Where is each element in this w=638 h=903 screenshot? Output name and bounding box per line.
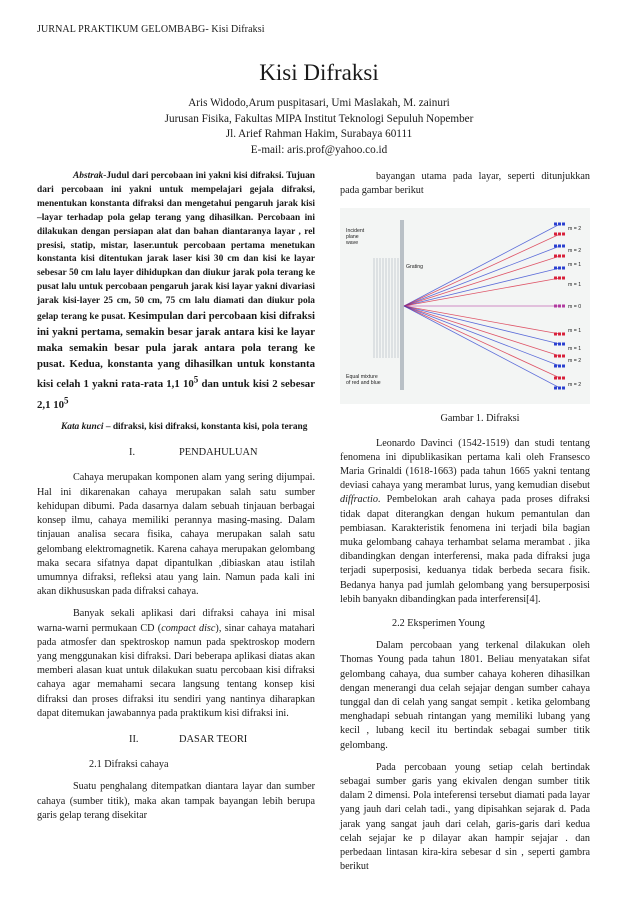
- section-number-1: I.: [129, 447, 136, 459]
- screen-spot: [562, 333, 565, 336]
- screen-spot: [558, 277, 561, 280]
- abstract-body: Judul dari percobaan ini yakni kisi difraksi. Tujuan dari percobaan ini yakni untuk mempelajari gejala difraksi, menentukan konstanta difraksi dan mengetahui pengaruh jarak kisi –layar terhadap pola gelap terang yang dihasilkan. Percobaan ini dilakukan dengan persiapan alat dan bahan diantaranya layar , rel presisi, statip, mistar, laser.untuk percobaan pertama menetukan konstanta kisi ditentukan jarak laser kisi 30 cm dan kisi ke layar sebesar 50 cm lalu layer dihidupkan dan diukur jarak pola terang ke pusat lalu untuk percobaan pengaruh jarak kisi layar yakni divariasi jarak kisi-layer 25 cm, 50 cm, 75 cm lalu diamati dan diukur pola gelap terang ke pusat.: [37, 171, 315, 323]
- screen-spot: [554, 365, 557, 368]
- screen-spot: [562, 305, 565, 308]
- order-label: m = 1: [568, 328, 582, 335]
- screen-spot: [554, 245, 557, 248]
- screen-spot: [562, 365, 565, 368]
- screen-spot: [554, 267, 557, 270]
- screen-spot: [554, 377, 557, 380]
- davinci-a: Leonardo Davinci (1542-1519) dan studi tentang fenomena ini dipublikasikan pertama kali oleh Fransesco Maria Grinaldi (1618-1663) pada tahun 1665 yakni tentang deviasi cahaya yang merambat lurus, yang kemudian disebut: [340, 437, 590, 492]
- author-block: [0, 96, 638, 158]
- equal-label-line-2: of red and blue: [346, 380, 381, 387]
- intro-p2-b: ), sinar cahaya matahari pada atmosfer dan spektroskop namun pada spektroskop modern yang menggunakan kisi difraksi. Dari beberapa aplikasi diatas akan memberi alasan kuat untuk dilakukan suatu percobaan kisi difraksi cahaya agar memahami secara langsung tentang konsep kisi difraksi dan proses difraksi itu sendiri yang nantinya diharapkan dapat ditemukan jawabannya pada praktikum kisi difraksi ini.: [37, 622, 315, 719]
- incident-label-line-2: plane: [346, 234, 359, 241]
- screen-spot: [554, 343, 557, 346]
- running-head: JURNAL PRAKTIKUM GELOMBABG- Kisi Difraksi: [37, 24, 265, 35]
- screen-spot: [558, 365, 561, 368]
- exponent-2: 5: [64, 395, 69, 406]
- screen-spot: [558, 305, 561, 308]
- screen-spot: [558, 245, 561, 248]
- author-names: Aris Widodo,Arum puspitasari, Umi Maslakah, M. zainuri: [188, 97, 450, 109]
- order-label: m = 2: [568, 248, 582, 255]
- section-heading-1: [37, 446, 315, 460]
- screen-spot: [554, 223, 557, 226]
- screen-spot: [554, 333, 557, 336]
- screen-spot: [562, 377, 565, 380]
- screen-spot: [554, 387, 557, 390]
- exponent-1: 5: [193, 374, 199, 385]
- screen-spot: [558, 343, 561, 346]
- screen-spot: [562, 233, 565, 236]
- diffraction-diagram: [340, 208, 590, 404]
- screen-spot: [554, 355, 557, 358]
- incident-label-line-1: Incident: [346, 228, 365, 235]
- screen-spot: [562, 255, 565, 258]
- grating-label: Grating: [406, 264, 424, 271]
- keywords-lead: Kata kunci: [61, 421, 104, 432]
- screen-spot: [558, 387, 561, 390]
- section-number-2: II.: [129, 733, 139, 745]
- grating-bar: [400, 220, 404, 390]
- equal-label-line-1: Equal mixture: [346, 374, 378, 381]
- paragraph-2-1: Suatu penghalang ditempatkan diantara layar dan sumber cahaya (sumber titik), maka akan tampak bayangan lebih berupa garis gelap terang disekitar: [37, 781, 315, 821]
- section-title-1: PENDAHULUAN: [179, 447, 258, 459]
- order-label: m = 1: [568, 262, 582, 269]
- intro-paragraph-2: [37, 607, 315, 721]
- subsection-2-2: 2.2 Eksperimen Young: [392, 618, 485, 630]
- subsection-2-1: 2.1 Difraksi cahaya: [89, 759, 169, 771]
- section-title-2: DASAR TEORI: [179, 733, 248, 745]
- left-column: [37, 170, 315, 823]
- conclusion-tail: dan untuk kisi 2 sebesar 2,1 10: [37, 378, 315, 411]
- keywords: [37, 421, 315, 435]
- figure-caption: Gambar 1. Difraksi: [440, 413, 520, 425]
- section-heading-2: [37, 733, 315, 747]
- incident-label-line-3: wave: [346, 240, 359, 247]
- screen-spot: [558, 377, 561, 380]
- intro-p2-italic: compact disc: [161, 622, 216, 634]
- intro-paragraph-1: Cahaya merupakan komponen alam yang sering dijumpai. Hal ini dikarenakan cahaya merupakan salah satu sumber kehidupan dibumi. Pada dasarnya dalam sebuah tinjauan berbagai konsep ilmu, cahaya memiliki perannya masing-masing. Dalam tinjauan analisa secara fisika, cahaya merupakan salah satu gelombang elektromagnetik. Karena cahaya merupakan gelombang maka secara sifatnya dapat dipantulkan ,dibiaskan atau istilah umumnya difraksi, refleksi atau yang lain. Namun pada kali ini akan dikhususkan pada difraksi cahaya.: [37, 472, 315, 598]
- davinci-b: . Pembelokan arah cahaya pada proses difraksi tidak dapat diterangkan dengan hukum pemantulan dan pembiasan. Karakteristik fenomena ini terjadi bila bagian muka gelombang cahaya terhambat selama merambat . jika dibandingkan dengan interferensi, maka pada difraksi juga terjadi superposisi, keduanya tidak berbeda secara fisik. Bedanya hanya pad jumlah gelombang yang bersuperposisi lebih banyakn dibandingkan pada interferensi[4].: [340, 494, 590, 605]
- diffraction-figure: [340, 208, 590, 404]
- screen-spot: [558, 267, 561, 270]
- paragraph-young-2: Pada percobaan young setiap celah bertindak sebagai sumber garis yang ekivalen dengan sumber titik dalam 2 dimensi. Pola inteferensi tersebut diamati pada layar yang jauh dari celah tadi., yang dipisahkan sejarak d. Pada jarak yang sangat jauh dari celah, garis-garis dari kedua celah sejajar ke p dilayar akan hampir sejajar . dan perbedaan lintasan kira-kira sebesar d sin , seperti gambra berikut: [340, 761, 590, 873]
- screen-spot: [562, 223, 565, 226]
- screen-spot: [562, 245, 565, 248]
- screen-spot: [562, 267, 565, 270]
- screen-spot: [558, 233, 561, 236]
- order-label: m = 2: [568, 358, 582, 365]
- screen-spot: [562, 343, 565, 346]
- order-label: m = 1: [568, 346, 582, 353]
- intro-p2-a: Banyak sekali aplikasi dari difraksi cahaya ini misal warna-warni permukaan CD (: [37, 608, 315, 634]
- conclusion-text: Kesimpulan dari percobaan kisi difraksi ini yakni pertama, semakin besar jarak antara kisi ke layar maka semakin besar pula jarak antara pola terang ke pusat. Kedua, konstanta yang dihasilkan untuk konstanta kisi celah 1 yakni rata-rata 1,1 10: [37, 310, 316, 391]
- address: Jl. Arief Rahman Hakim, Surabaya 60111: [225, 128, 413, 141]
- screen-spot: [558, 255, 561, 258]
- paragraph-young-1: Dalam percobaan yang terkenal dilakukan oleh Thomas Young pada tahun 1801. Beliau menyatakan sifat gelombang cahaya, dua sumber cahaya koheren dihasilkan dengan menerangi dua celah sejajar dengan sumber cahaya tunggal dan di celah yang sangat sempit . ketika gelombang menghadapi sebuah rintangan yang memiliki lubang yang kecil , lubang kecil itu bertindak sebagai sumber titik gelombang.: [340, 640, 590, 751]
- abstract: [37, 170, 315, 414]
- abstract-conclusion: [37, 310, 315, 411]
- paragraph-2-1-continued: bayangan utama pada layar, seperti ditunjukkan pada gambar berikut: [340, 171, 590, 197]
- screen-spot: [558, 223, 561, 226]
- davinci-italic: diffractio: [340, 494, 378, 506]
- right-column: [340, 170, 590, 875]
- affiliation: Jurusan Fisika, Fakultas MIPA Institut Teknologi Sepuluh Nopember: [164, 112, 474, 125]
- keywords-body: – difraksi, kisi difraksi, konstanta kisi, pola terang: [103, 421, 308, 432]
- screen-spot: [554, 277, 557, 280]
- email: E-mail: aris.prof@yahoo.co.id: [250, 143, 388, 156]
- order-label: m = 2: [568, 226, 582, 233]
- paragraph-davinci: [340, 437, 590, 607]
- order-label: m = 2: [568, 382, 582, 389]
- screen-spot: [562, 355, 565, 358]
- screen-spot: [554, 255, 557, 258]
- screen-spot: [558, 355, 561, 358]
- equal-mixture-label: [346, 374, 381, 386]
- screen-spot: [554, 233, 557, 236]
- abstract-lead: Abstrak-: [73, 171, 107, 181]
- screen-spot: [558, 333, 561, 336]
- screen-spot: [554, 305, 557, 308]
- screen-spot: [562, 277, 565, 280]
- order-labels: [568, 226, 581, 388]
- order-label: m = 1: [568, 282, 582, 289]
- screen-spot: [562, 387, 565, 390]
- paper-title: Kisi Difraksi: [259, 60, 379, 85]
- order-label: m = 0: [568, 304, 582, 311]
